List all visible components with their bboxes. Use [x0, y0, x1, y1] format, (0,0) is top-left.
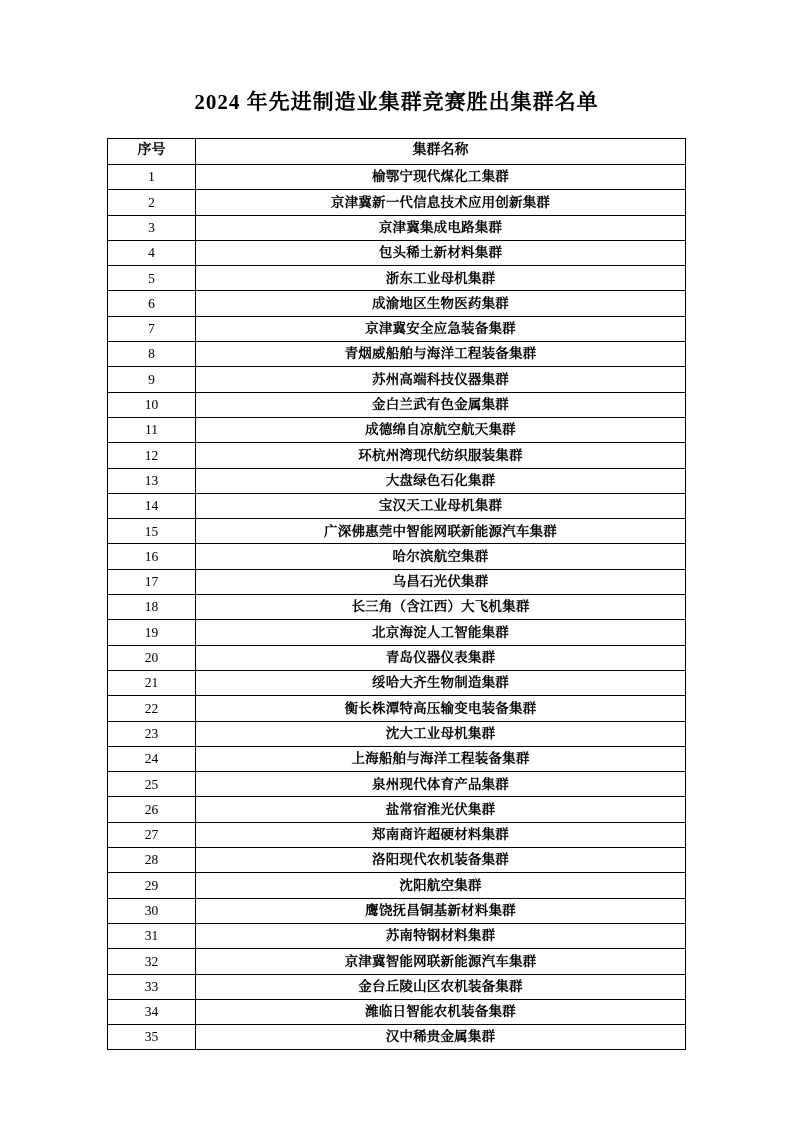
table-row — [108, 569, 686, 594]
cell-index: 6 — [108, 291, 196, 316]
cell-index: 17 — [108, 569, 196, 594]
cell-index: 30 — [108, 898, 196, 923]
cell-cluster-name: 广深佛惠莞中智能网联新能源汽车集群 — [196, 519, 686, 544]
table-row — [108, 848, 686, 873]
cell-index: 12 — [108, 443, 196, 468]
table-row — [108, 316, 686, 341]
cell-cluster-name: 沈大工业母机集群 — [196, 721, 686, 746]
cell-cluster-name: 绥哈大齐生物制造集群 — [196, 670, 686, 695]
cell-cluster-name: 苏州高端科技仪器集群 — [196, 367, 686, 392]
table-row — [108, 645, 686, 670]
cell-cluster-name: 衡长株潭特高压输变电装备集群 — [196, 696, 686, 721]
cell-cluster-name: 成德绵自凉航空航天集群 — [196, 417, 686, 442]
cell-index: 35 — [108, 1025, 196, 1050]
cell-index: 2 — [108, 190, 196, 215]
cell-index: 20 — [108, 645, 196, 670]
cell-index: 7 — [108, 316, 196, 341]
table-row — [108, 974, 686, 999]
table-row — [108, 822, 686, 847]
table-row — [108, 696, 686, 721]
cell-index: 18 — [108, 595, 196, 620]
cell-index: 28 — [108, 848, 196, 873]
cell-index: 11 — [108, 417, 196, 442]
cell-index: 5 — [108, 266, 196, 291]
table-row — [108, 417, 686, 442]
cell-index: 34 — [108, 999, 196, 1024]
cell-index: 19 — [108, 620, 196, 645]
cell-cluster-name: 环杭州湾现代纺织服装集群 — [196, 443, 686, 468]
cell-cluster-name: 大盘绿色石化集群 — [196, 468, 686, 493]
table-row — [108, 519, 686, 544]
table-row — [108, 595, 686, 620]
cell-cluster-name: 金台丘陵山区农机装备集群 — [196, 974, 686, 999]
table-row — [108, 443, 686, 468]
cell-index: 27 — [108, 822, 196, 847]
table-row — [108, 999, 686, 1024]
table-header — [108, 139, 686, 165]
table-row — [108, 468, 686, 493]
table-row — [108, 266, 686, 291]
cell-cluster-name: 苏南特钢材料集群 — [196, 923, 686, 948]
cell-cluster-name: 浙东工业母机集群 — [196, 266, 686, 291]
table-container — [0, 138, 793, 1050]
cell-cluster-name: 鹰饶抚昌铜基新材料集群 — [196, 898, 686, 923]
cell-index: 9 — [108, 367, 196, 392]
cell-cluster-name: 上海船舶与海洋工程装备集群 — [196, 746, 686, 771]
table-body — [108, 165, 686, 1050]
table-header-row — [108, 139, 686, 165]
page-title: 2024 年先进制造业集群竞赛胜出集群名单 — [194, 90, 599, 114]
cell-index: 16 — [108, 544, 196, 569]
cell-index: 4 — [108, 240, 196, 265]
table-row — [108, 493, 686, 518]
table-row — [108, 670, 686, 695]
cluster-list-table — [107, 138, 686, 1050]
table-row — [108, 873, 686, 898]
cell-cluster-name: 京津冀集成电路集群 — [196, 215, 686, 240]
cell-index: 15 — [108, 519, 196, 544]
cell-cluster-name: 金白兰武有色金属集群 — [196, 392, 686, 417]
cell-index: 3 — [108, 215, 196, 240]
cell-cluster-name: 哈尔滨航空集群 — [196, 544, 686, 569]
cell-index: 31 — [108, 923, 196, 948]
cell-index: 32 — [108, 949, 196, 974]
table-row — [108, 544, 686, 569]
cell-cluster-name: 潍临日智能农机装备集群 — [196, 999, 686, 1024]
table-row — [108, 240, 686, 265]
table-row — [108, 165, 686, 190]
table-row — [108, 1025, 686, 1050]
cell-cluster-name: 盐常宿淮光伏集群 — [196, 797, 686, 822]
cell-cluster-name: 泉州现代体育产品集群 — [196, 772, 686, 797]
cell-index: 8 — [108, 342, 196, 367]
cell-index: 13 — [108, 468, 196, 493]
table-row — [108, 923, 686, 948]
table-row — [108, 949, 686, 974]
cell-cluster-name: 青岛仪器仪表集群 — [196, 645, 686, 670]
cell-index: 24 — [108, 746, 196, 771]
cell-cluster-name: 沈阳航空集群 — [196, 873, 686, 898]
table-row — [108, 746, 686, 771]
cell-index: 14 — [108, 493, 196, 518]
cell-index: 22 — [108, 696, 196, 721]
cell-cluster-name: 洛阳现代农机装备集群 — [196, 848, 686, 873]
cell-cluster-name: 京津冀新一代信息技术应用创新集群 — [196, 190, 686, 215]
table-row — [108, 772, 686, 797]
table-row — [108, 620, 686, 645]
table-row — [108, 721, 686, 746]
table-row — [108, 291, 686, 316]
cell-cluster-name: 京津冀智能网联新能源汽车集群 — [196, 949, 686, 974]
table-row — [108, 898, 686, 923]
cell-cluster-name: 京津冀安全应急装备集群 — [196, 316, 686, 341]
cell-cluster-name: 榆鄂宁现代煤化工集群 — [196, 165, 686, 190]
cell-index: 23 — [108, 721, 196, 746]
cell-index: 26 — [108, 797, 196, 822]
cell-index: 33 — [108, 974, 196, 999]
cell-cluster-name: 乌昌石光伏集群 — [196, 569, 686, 594]
column-header-name: 集群名称 — [196, 139, 686, 165]
cell-index: 29 — [108, 873, 196, 898]
table-row — [108, 392, 686, 417]
table-row — [108, 342, 686, 367]
cell-cluster-name: 青烟威船舶与海洋工程装备集群 — [196, 342, 686, 367]
cell-cluster-name: 汉中稀贵金属集群 — [196, 1025, 686, 1050]
cell-index: 21 — [108, 670, 196, 695]
cell-cluster-name: 北京海淀人工智能集群 — [196, 620, 686, 645]
table-row — [108, 367, 686, 392]
cell-cluster-name: 包头稀土新材料集群 — [196, 240, 686, 265]
cell-cluster-name: 成渝地区生物医药集群 — [196, 291, 686, 316]
column-header-no: 序号 — [108, 139, 196, 165]
table-row — [108, 190, 686, 215]
table-row — [108, 215, 686, 240]
cell-index: 10 — [108, 392, 196, 417]
table-row — [108, 797, 686, 822]
cell-index: 1 — [108, 165, 196, 190]
cell-cluster-name: 宝汉天工业母机集群 — [196, 493, 686, 518]
cell-cluster-name: 郑南商许超硬材料集群 — [196, 822, 686, 847]
cell-cluster-name: 长三角（含江西）大飞机集群 — [196, 595, 686, 620]
cell-index: 25 — [108, 772, 196, 797]
